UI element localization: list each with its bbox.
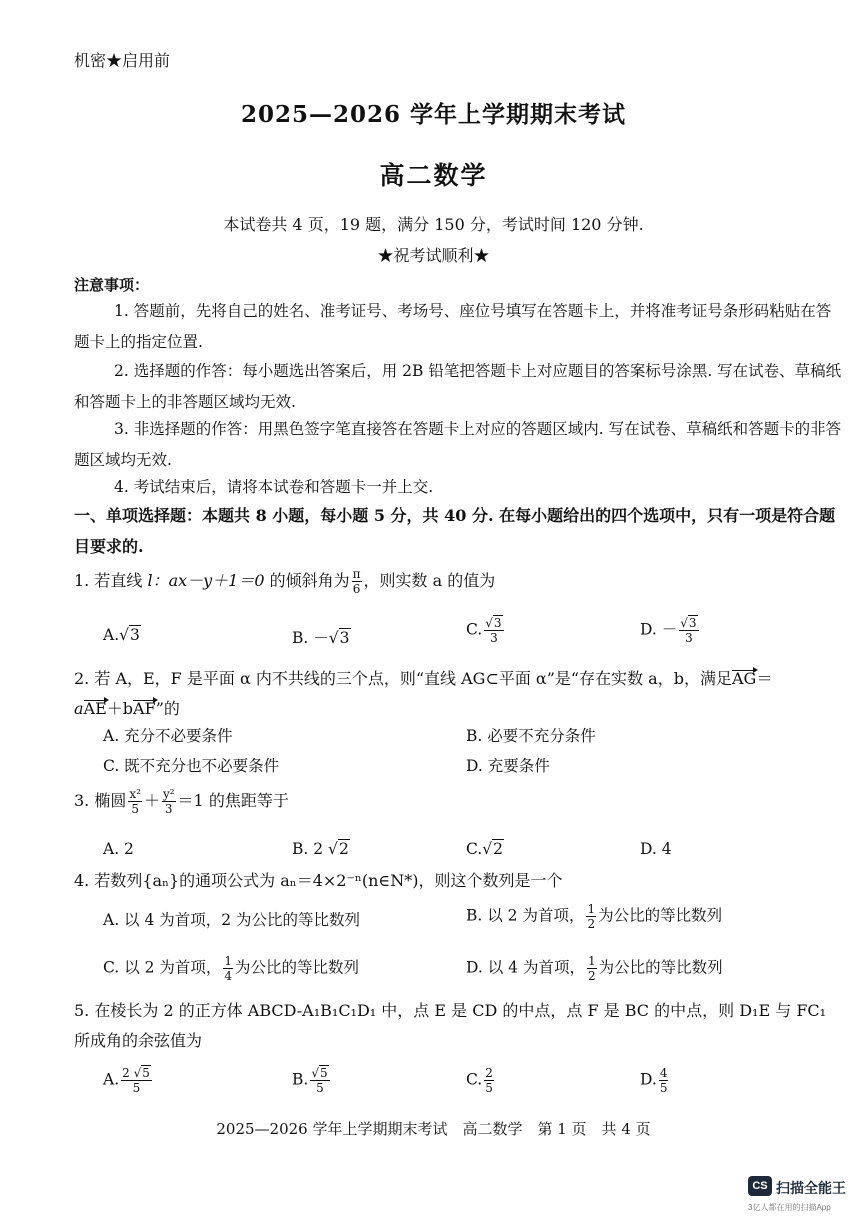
q3-option-a: A. 2 bbox=[103, 840, 134, 858]
camscanner-logo-icon: CS bbox=[748, 1176, 772, 1196]
q1-mid: 的倾斜角为 bbox=[264, 571, 350, 590]
section-1-heading: 一、单项选择题：本题共 8 小题，每小题 5 分，共 40 分. 在每小题给出的四个选项中，只有一项是符合题目要求的. bbox=[74, 506, 836, 556]
fraction: $\frac{2}{5}$ bbox=[485, 1066, 493, 1095]
vector-ag: AG bbox=[731, 669, 757, 688]
q1-angle-fraction: $\frac{\pi}{6}$ bbox=[352, 567, 361, 596]
notice-item-3: 3. 非选择题的作答：用黑色签字笔直接答在答题卡上对应的答题区域内. 写在试卷、草稿纸和答题卡的非答题区域均无效. bbox=[74, 420, 842, 469]
sqrt-symbol: √2 bbox=[328, 840, 349, 858]
confidential-mark: 机密★启用前 bbox=[74, 51, 171, 70]
subject-title: 高二数学 bbox=[379, 161, 488, 190]
q3-option-c: C.√2 bbox=[466, 840, 503, 858]
fraction: $\frac{1}{2}$ bbox=[587, 954, 596, 983]
q2-option-b: B. 必要不充分条件 bbox=[466, 727, 596, 745]
q2-prefix: 2. 若 A，E，F 是平面 α 内不共线的三个点，则“直线 AG⊂平面 α”是“存在实数 a，b，满足 bbox=[74, 669, 732, 688]
q4-option-d: D. 以 4 为首项， $\frac{1}{2}$ 为公比的等比数列 bbox=[466, 954, 723, 983]
q5-option-b: B. $\frac{√5}{5}$ bbox=[292, 1066, 328, 1095]
sqrt-symbol: √3 bbox=[119, 626, 140, 644]
fraction: $\frac{\text{y²}}{3}$ bbox=[162, 787, 175, 816]
q1-prefix: 1. 若直线 bbox=[74, 571, 148, 590]
q1-option-a: A.√3 bbox=[103, 626, 140, 644]
q3-option-b: B. 2 √2 bbox=[292, 840, 349, 858]
question-5: 5. 在棱长为 2 的正方体 ABCD-A₁B₁C₁D₁ 中，点 E 是 CD 的中点，点 F 是 BC 的中点，则 D₁E 与 FC₁ 所成角的余弦值为 bbox=[74, 1001, 827, 1050]
fraction: $\frac{\text{x²}}{5}$ bbox=[129, 787, 141, 816]
camscanner-tagline: 3亿人都在用的扫描App bbox=[748, 1203, 831, 1212]
q2-option-d: D. 充要条件 bbox=[466, 757, 550, 775]
q2-option-a: A. 充分不必要条件 bbox=[103, 727, 233, 745]
q5-option-c: C. $\frac{2}{5}$ bbox=[466, 1066, 493, 1095]
sqrt-symbol: √2 bbox=[482, 840, 503, 858]
fraction: $\frac{√3}{3}$ bbox=[680, 616, 697, 645]
fraction: $\frac{2 √5}{5}$ bbox=[122, 1066, 150, 1095]
exam-title: 2025—2026 学年上学期期末考试 bbox=[240, 101, 627, 128]
good-luck-line: ★祝考试顺利★ bbox=[377, 246, 490, 265]
camscanner-name: 扫描全能王 bbox=[776, 1180, 846, 1196]
sqrt-symbol: √3 bbox=[328, 629, 350, 647]
fraction: $\frac{√5}{5}$ bbox=[311, 1066, 328, 1095]
q4-option-c: C. 以 2 为首项， $\frac{1}{4}$ 为公比的等比数列 bbox=[103, 954, 360, 983]
q1-option-b: B. －√3 bbox=[292, 629, 350, 647]
notice-item-4: 4. 考试结束后，请将本试卷和答题卡一并上交. bbox=[114, 478, 434, 496]
q1-option-d: D. － $\frac{√3}{3}$ bbox=[640, 616, 697, 645]
q5-option-d: D. $\frac{4}{5}$ bbox=[640, 1066, 668, 1095]
q1-option-c: C. $\frac{√3}{3}$ bbox=[466, 616, 502, 645]
notice-item-1: 1. 答题前，先将自己的姓名、准考证号、考场号、座位号填写在答题卡上，并将准考证号条形码粘贴在答题卡上的指定位置. bbox=[74, 302, 832, 351]
vector-ae: AE bbox=[83, 699, 107, 718]
paper-info: 本试卷共 4 页，19 题，满分 150 分，考试时间 120 分钟. bbox=[223, 215, 644, 234]
fraction: $\frac{√3}{3}$ bbox=[485, 616, 502, 645]
question-2: 2. 若 A，E，F 是平面 α 内不共线的三个点，则“直线 AG⊂平面 α”是“存在实数 a，b，满足AG＝ aAE＋bAF”的 bbox=[74, 669, 773, 718]
q4-option-b: B. 以 2 为首项， $\frac{1}{2}$ 为公比的等比数列 bbox=[466, 902, 723, 931]
question-4: 4. 若数列{aₙ}的通项公式为 aₙ＝4×2⁻ⁿ(n∈N*)，则这个数列是一个 bbox=[74, 871, 563, 890]
fraction: $\frac{4}{5}$ bbox=[659, 1066, 668, 1095]
q3-option-d: D. 4 bbox=[640, 840, 672, 858]
notice-item-2: 2. 选择题的作答：每小题选出答案后，用 2B 铅笔把答题卡上对应题目的答案标号涂黑. 写在试卷、草稿纸和答题卡上的非答题区域均无效. bbox=[74, 362, 842, 411]
question-3: 3. 椭圆 $\frac{\text{x²}}{5}$ ＋ $\frac{\text{y²}}{3}$ ＝1 的焦距等于 bbox=[74, 787, 289, 816]
q1-line-equation: l：ax－y＋1＝0 bbox=[147, 571, 265, 590]
page-footer: 2025—2026 学年上学期期末考试 高二数学 第 1 页 共 4 页 bbox=[216, 1120, 651, 1138]
q2-suffix: ”的 bbox=[155, 699, 180, 718]
q1-suffix: ，则实数 a 的值为 bbox=[363, 571, 496, 590]
q2-option-c: C. 既不充分也不必要条件 bbox=[103, 757, 280, 775]
q4-option-a: A. 以 4 为首项，2 为公比的等比数列 bbox=[103, 911, 361, 929]
fraction: $\frac{1}{4}$ bbox=[224, 954, 233, 983]
notice-heading: 注意事项： bbox=[74, 276, 150, 294]
question-1 bbox=[74, 566, 846, 596]
q5-option-a: A. $\frac{2 √5}{5}$ bbox=[103, 1066, 150, 1095]
vector-af: AF bbox=[133, 699, 156, 718]
fraction: $\frac{1}{2}$ bbox=[587, 902, 596, 931]
